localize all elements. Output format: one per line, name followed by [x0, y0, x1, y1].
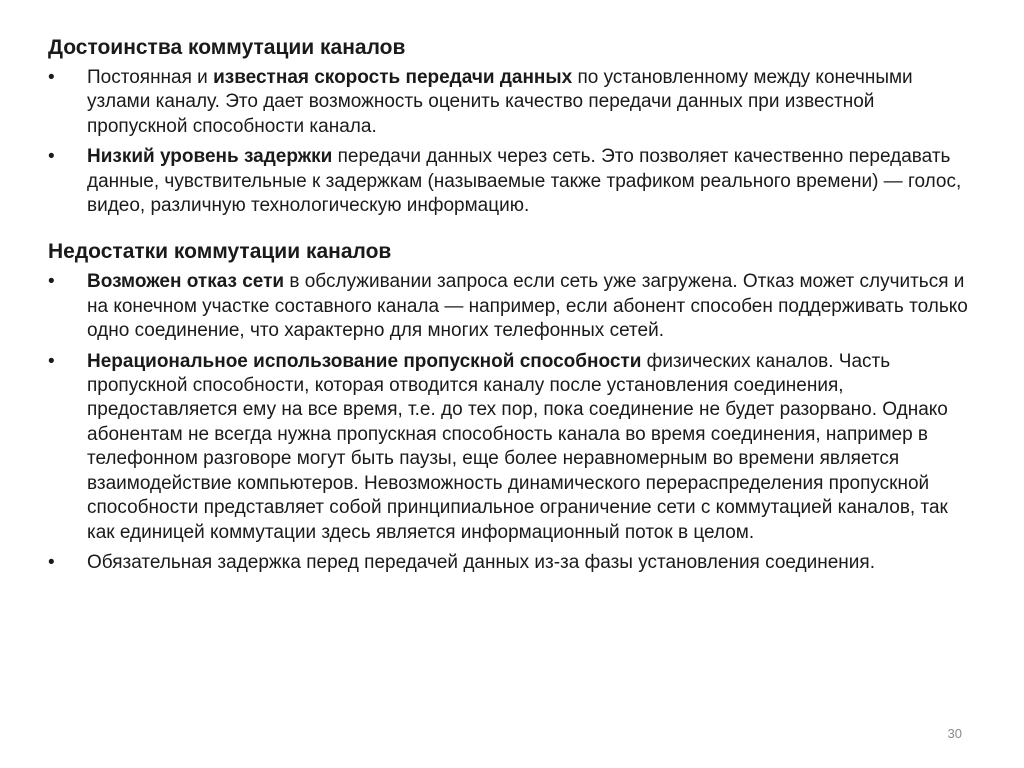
item-text-post: в обслуживании запроса если сеть уже загружена. Отказ может случиться и на конечном участке составного канала — например, если абонент способен поддерживать только одно соединение, что характерно для многих телефонных сетей.: [87, 271, 968, 342]
item-text-bold: Нерациональное использование пропускной способности: [87, 350, 642, 372]
disadvantages-heading: Недостатки коммутации каналов: [48, 240, 392, 264]
disadvantages-section: [48, 240, 978, 575]
advantages-list: [48, 66, 978, 218]
item-text-post: передачи данных через сеть. Это позволяет качественно передавать данные, чувствительные к задержкам (называемые также трафиком реального времени) — голос, видео, различную технологическую информацию.: [87, 146, 962, 217]
list-item: [48, 350, 978, 545]
list-item: [48, 551, 978, 575]
item-text-post: по установленному между конечными узлами каналу. Это дает возможность оценить качество передачи данных при известной пропускной способности канала.: [87, 67, 913, 137]
advantages-heading: Достоинства коммутации каналов: [48, 36, 406, 59]
item-text-bold: Возможен отказ сети: [87, 271, 285, 293]
list-item: [48, 270, 978, 343]
item-text-post: физических каналов. Часть пропускной способности, которая отводится каналу после установления соединения, предоставляется ему на все время, т.е. до тех пор, пока соединение не будет разорвано. Однако абонентам не всегда нужна пропускная способность канала во время соединения, например в телефонном разговоре могут быть паузы, еще более неравномерным во времени является взаимодействие компьютеров. Невозможность динамического перераспределения пропускной способности представляет собой принципиальное ограничение сети с коммутацией каналов, так как единицей коммутации здесь является информационный поток в целом.: [87, 350, 948, 543]
list-item: [48, 145, 978, 218]
item-text-pre: Обязательная задержка перед передачей данных из-за фазы установления соединения.: [87, 551, 875, 573]
list-item: [48, 66, 978, 139]
bullet-icon: •: [48, 551, 55, 573]
item-text-bold: известная скорость передачи данных: [213, 67, 573, 88]
advantages-section: [48, 36, 978, 218]
bullet-icon: •: [48, 67, 55, 88]
item-text-bold: Низкий уровень задержки: [87, 146, 333, 168]
bullet-icon: •: [48, 350, 55, 372]
item-text-pre: Постоянная и: [87, 67, 214, 88]
bullet-icon: •: [48, 146, 55, 168]
slide-content: [48, 36, 978, 581]
disadvantages-list: [48, 270, 978, 575]
bullet-icon: •: [48, 271, 55, 293]
page-number: 30: [947, 726, 962, 741]
